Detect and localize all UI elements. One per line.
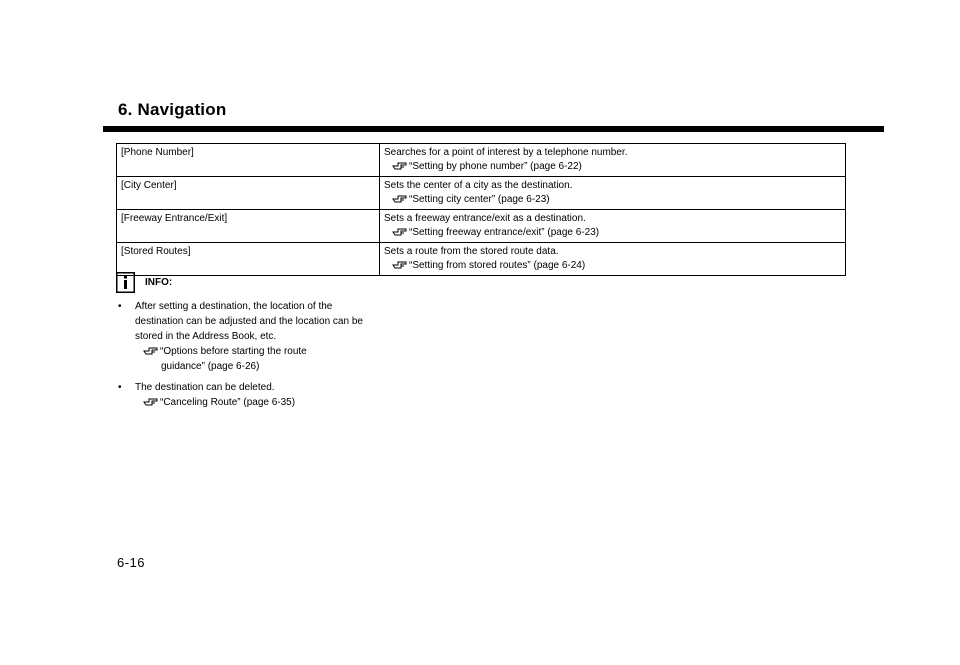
info-label: INFO:	[145, 277, 173, 288]
reference-text: “Setting freeway entrance/exit” (page 6-23)	[409, 227, 600, 238]
table-row	[117, 144, 846, 177]
reference-text: “Options before starting the route	[160, 346, 307, 357]
option-description	[380, 144, 846, 177]
info-box	[116, 272, 416, 410]
section-title: 6. Navigation	[118, 100, 227, 119]
info-header	[116, 272, 416, 293]
bullet-icon: •	[118, 382, 122, 393]
section-title-rule	[103, 126, 884, 132]
list-item	[116, 380, 367, 410]
reference-link[interactable]	[384, 225, 841, 239]
description-text: Searches for a point of interest by a telephone number.	[384, 147, 628, 158]
reference-text: “Canceling Route” (page 6-35)	[160, 397, 296, 408]
bullet-icon: •	[118, 301, 122, 312]
reference-link[interactable]	[384, 159, 841, 173]
reference-text: “Setting by phone number” (page 6-22)	[409, 161, 582, 172]
option-description	[380, 210, 846, 243]
table-row	[117, 177, 846, 210]
option-name: [City Center]	[117, 177, 380, 210]
description-text: Sets the center of a city as the destination.	[384, 180, 573, 191]
reference-text: “Setting from stored routes” (page 6-24)	[409, 260, 586, 271]
option-name: [Stored Routes]	[117, 243, 380, 276]
reference-link[interactable]	[135, 344, 367, 374]
hand-pointer-icon	[392, 225, 408, 237]
reference-text: “Setting city center” (page 6-23)	[409, 194, 550, 205]
option-name: [Phone Number]	[117, 144, 380, 177]
description-text: Sets a route from the stored route data.	[384, 246, 559, 257]
option-name: [Freeway Entrance/Exit]	[117, 210, 380, 243]
list-item	[116, 299, 367, 374]
table-row	[117, 210, 846, 243]
option-description	[380, 243, 846, 276]
hand-pointer-icon	[392, 192, 408, 204]
reference-link[interactable]	[384, 192, 841, 206]
reference-link[interactable]	[135, 395, 367, 410]
description-text: Sets a freeway entrance/exit as a destination.	[384, 213, 586, 224]
table-row	[117, 243, 846, 276]
page-number: 6-16	[117, 555, 146, 570]
hand-pointer-icon	[143, 395, 159, 407]
hand-pointer-icon	[392, 159, 408, 171]
bullet-text: After setting a destination, the location of the destination can be adjusted and the location can be stored in the Address Book, etc.	[135, 301, 363, 342]
options-table	[116, 143, 846, 276]
hand-pointer-icon	[392, 258, 408, 270]
reference-link[interactable]	[384, 258, 841, 272]
bullet-text: The destination can be deleted.	[135, 382, 275, 393]
option-description	[380, 177, 846, 210]
reference-text-continued: guidance” (page 6-26)	[161, 361, 260, 372]
info-icon	[116, 272, 135, 293]
hand-pointer-icon	[143, 344, 159, 356]
